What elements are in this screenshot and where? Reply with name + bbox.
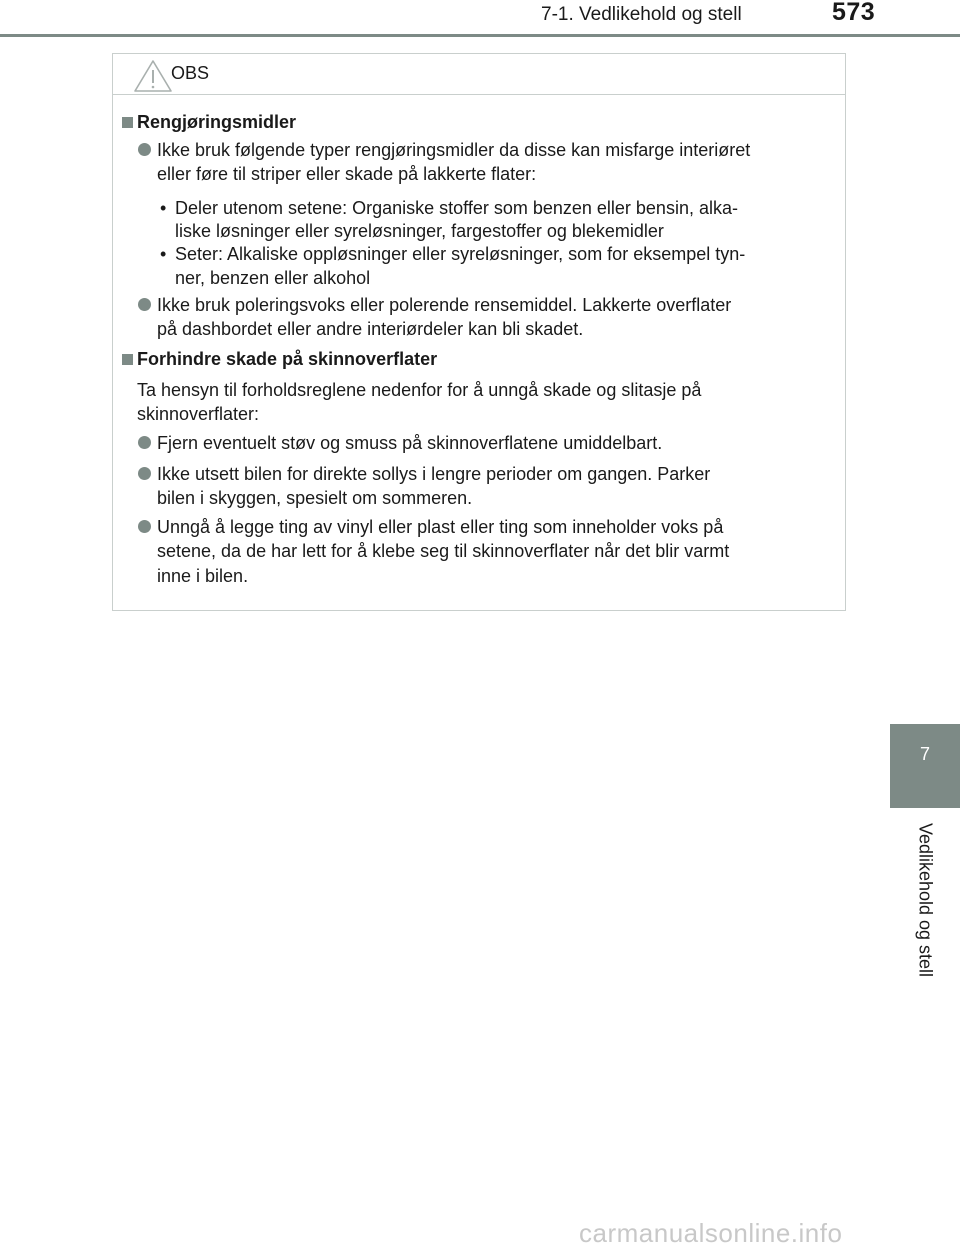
sub-bullet: •: [160, 244, 167, 264]
bullet-dot: [138, 520, 151, 533]
section-heading: Forhindre skade på skinnoverflater: [137, 349, 438, 369]
page-number: 573: [832, 0, 876, 26]
bullet-line: setene, da de har lett for å klebe seg til skinnoverflater når det blir varmt: [157, 541, 730, 561]
bullet-line: Ikke bruk følgende typer rengjøringsmidler da disse kan misfarge interiøret: [157, 140, 751, 160]
page-header: [0, 0, 960, 40]
bullet-line: bilen i skyggen, spesielt om sommeren.: [157, 488, 473, 508]
bullet-line: Unngå å legge ting av vinyl eller plast eller ting som inneholder voks på: [157, 517, 724, 537]
bullet-line: inne i bilen.: [157, 566, 249, 586]
bullet-dot: [138, 298, 151, 311]
bullet-line: Ikke utsett bilen for direkte sollys i lengre perioder om gangen. Parker: [157, 464, 711, 484]
notice-box: [112, 53, 846, 611]
sub-item-line: ner, benzen eller alkohol: [175, 268, 371, 288]
watermark-text: carmanualsonline.info: [579, 1218, 843, 1248]
sub-bullet: •: [160, 198, 167, 218]
sub-item-line: Deler utenom setene: Organiske stoffer som benzen eller bensin, alka-: [175, 198, 738, 218]
sub-item-line: liske løsninger eller syreløsninger, fargestoffer og blekemidler: [175, 221, 664, 241]
bullet-line: eller føre til striper eller skade på lakkerte flater:: [157, 164, 537, 184]
warning-triangle-icon: [133, 59, 173, 93]
section-heading: Rengjøringsmidler: [137, 112, 297, 132]
section-title: 7-1. Vedlikehold og stell: [541, 4, 742, 25]
header-rule: [0, 34, 960, 37]
bullet-dot: [138, 467, 151, 480]
section-marker: [122, 117, 133, 128]
section-marker: [122, 354, 133, 365]
sub-item-line: Seter: Alkaliske oppløsninger eller syreløsninger, som for eksempel tyn-: [175, 244, 746, 264]
chapter-tab: [890, 724, 960, 808]
bullet-line: Fjern eventuelt støv og smuss på skinnoverflatene umiddelbart.: [157, 433, 663, 453]
intro-line: skinnoverflater:: [137, 404, 260, 424]
chapter-number: 7: [919, 744, 930, 764]
intro-line: Ta hensyn til forholdsreglene nedenfor for å unngå skade og slitasje på: [137, 380, 702, 400]
bullet-line: Ikke bruk poleringsvoks eller polerende rensemiddel. Lakkerte overflater: [157, 295, 732, 315]
notice-label: OBS: [171, 63, 210, 83]
bullet-line: på dashbordet eller andre interiørdeler kan bli skadet.: [157, 319, 584, 339]
notice-header: [113, 54, 845, 95]
chapter-label: Vedlikehold og stell: [915, 822, 936, 978]
bullet-dot: [138, 143, 151, 156]
bullet-dot: [138, 436, 151, 449]
